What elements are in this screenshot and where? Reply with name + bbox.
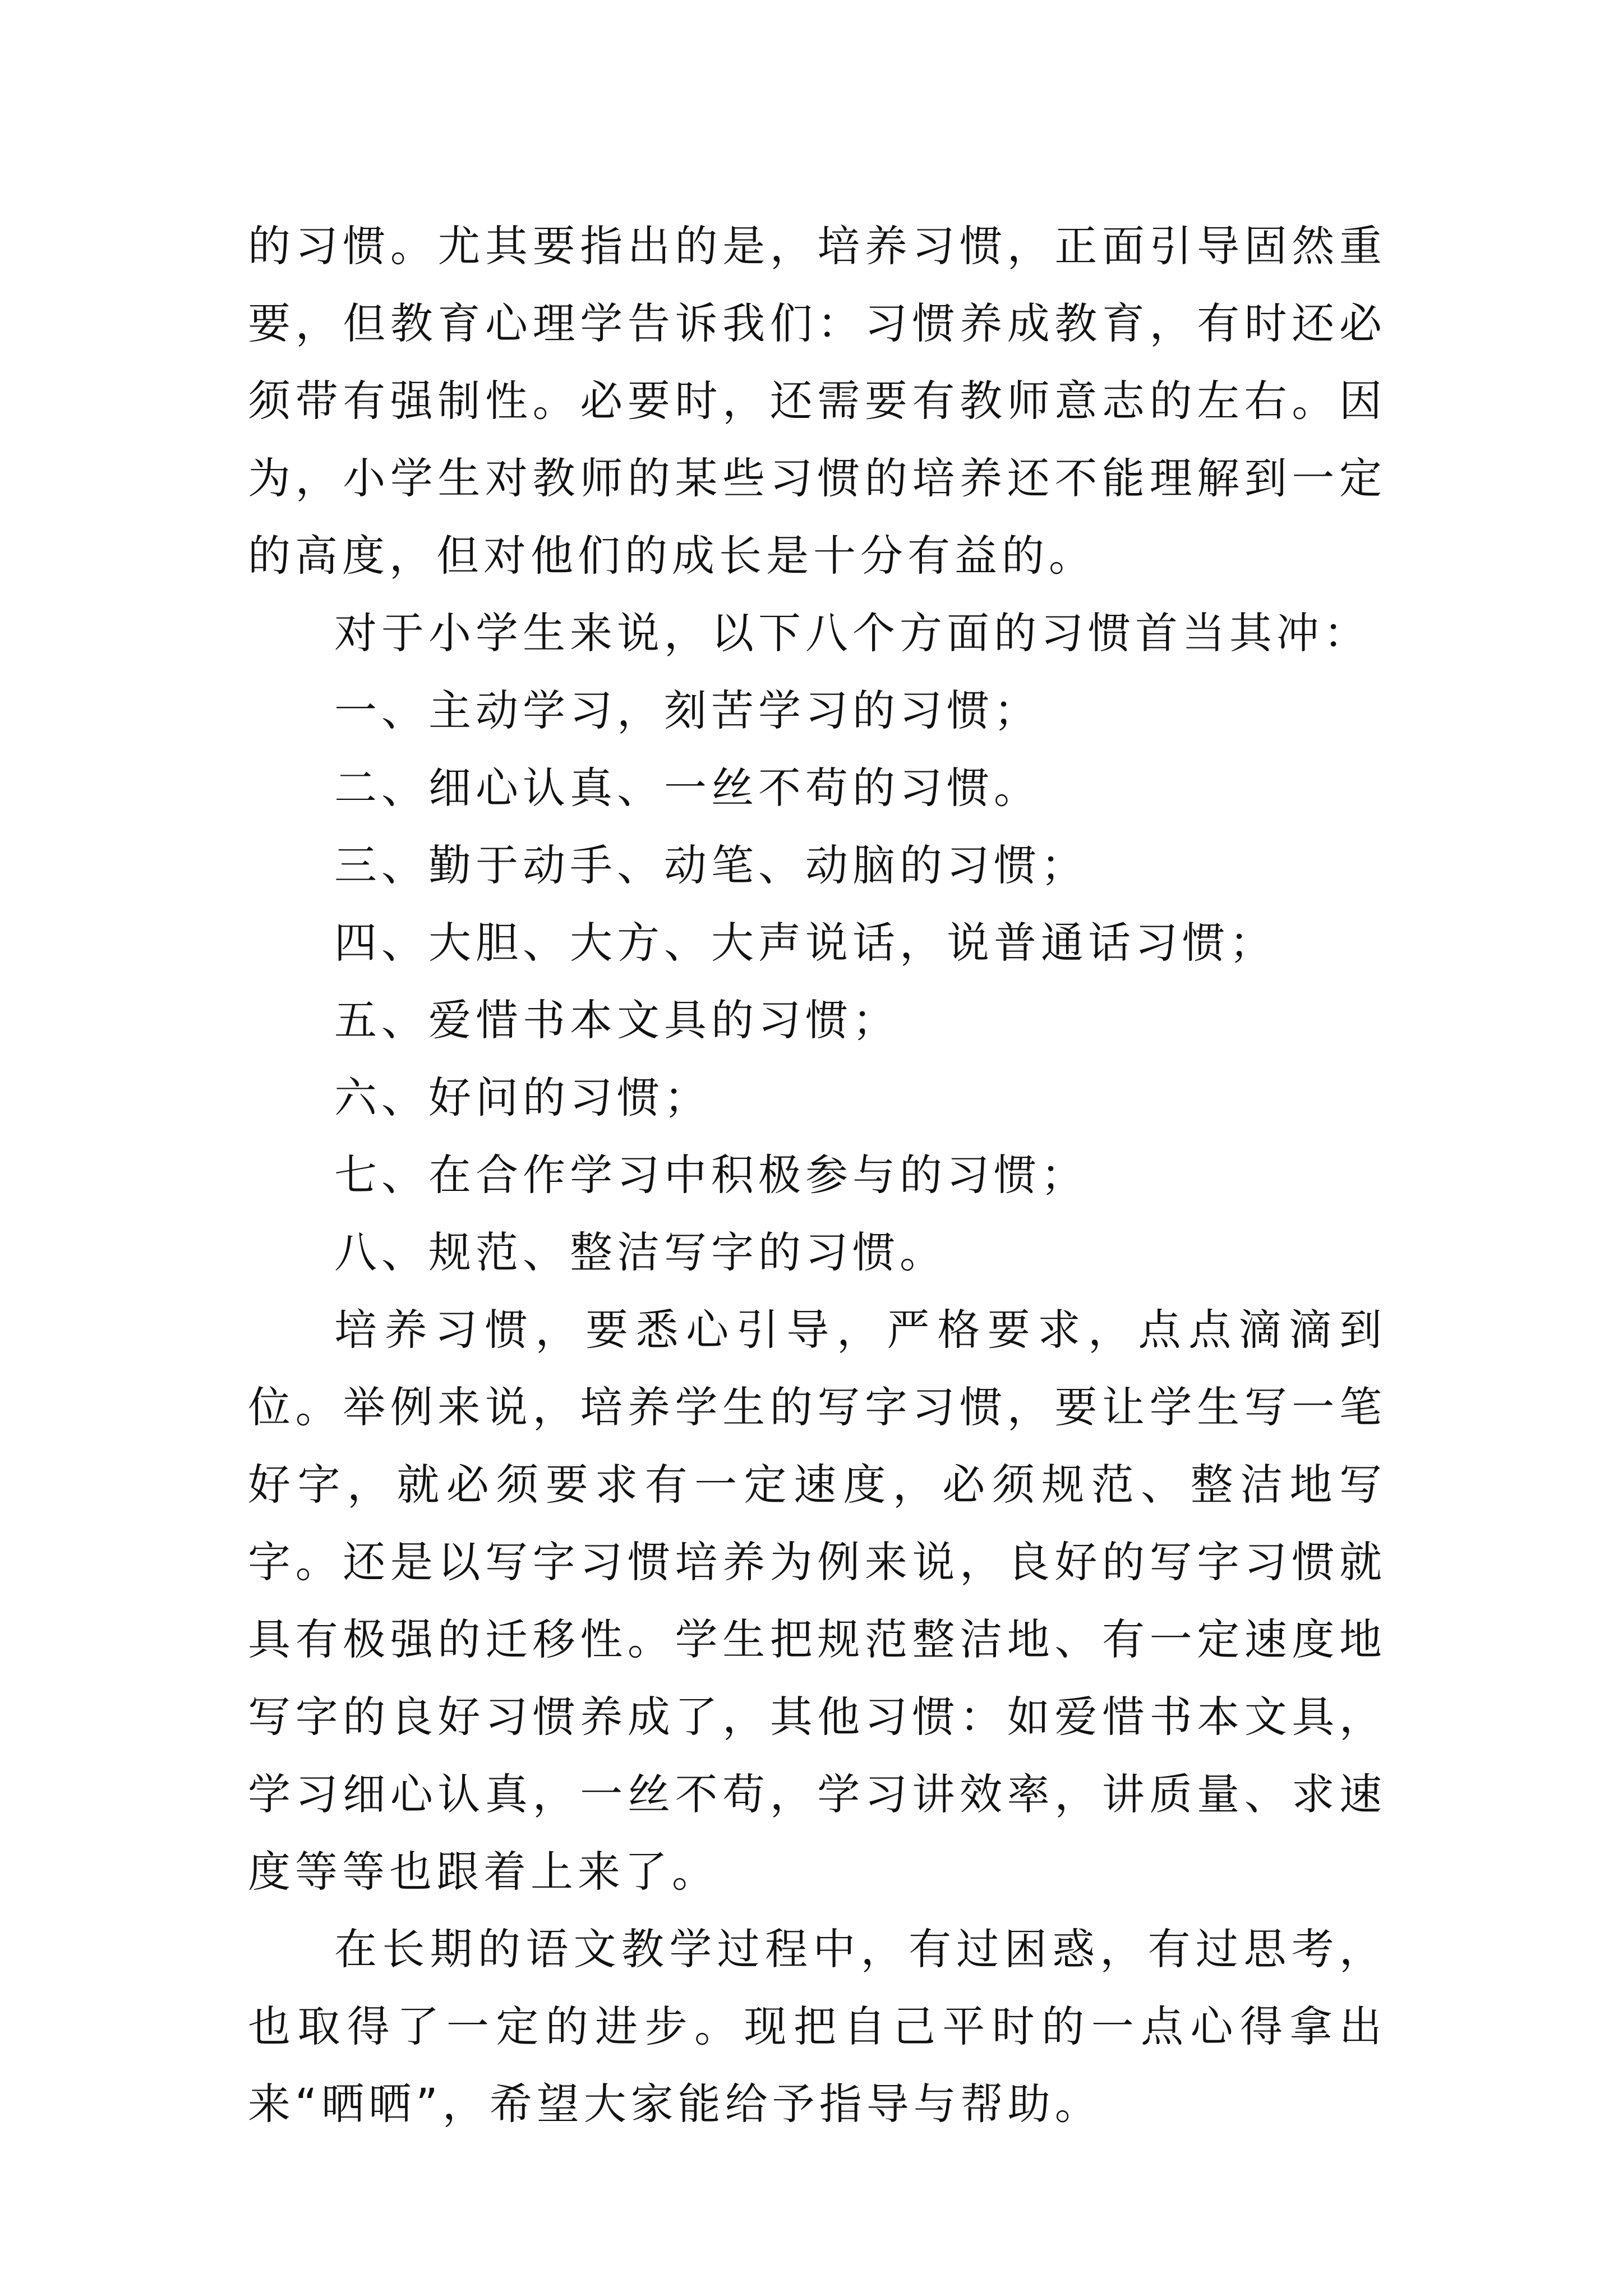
- list-item: 五、爱惜书本文具的习惯；: [334, 995, 900, 1045]
- list-item: 八、规范、整洁写字的习惯。: [334, 1227, 947, 1277]
- list-item: 二、细心认真、一丝不苟的习惯。: [334, 763, 1041, 813]
- list-intro-paragraph: 对于小学生来说，以下八个方面的习惯首当其冲：: [334, 608, 1371, 658]
- list-item: 四、大胆、大方、大声说话，说普通话习惯；: [334, 918, 1276, 968]
- habits-list: [248, 672, 1386, 1291]
- intro-paragraph: 的习惯。尤其要指出的是，培养习惯，正面引导固然重要，但教育心理学告诉我们：习惯养成教育，有时还必须带有强制性。必要时，还需要有教师意志的左右。因为，小学生对教师的某些习惯的培养还不能理解到一定的高度，但对他们的成长是十分有益的。: [248, 221, 1386, 581]
- cultivation-paragraph: 培养习惯，要悉心引导，严格要求，点点滴滴到位。举例来说，培养学生的写字习惯，要让学生写一笔好字，就必须要求有一定速度，必须规范、整洁地写字。还是以写字习惯培养为例来说，良好的写字习惯就具有极强的迁移性。学生把规范整洁地、有一定速度地写字的良好习惯养成了，其他习惯：如爱惜书本文具，学习细心认真，一丝不苟，学习讲效率，讲质量、求速度等等也跟着上来了。: [248, 1305, 1386, 1897]
- list-item: 六、好问的习惯；: [334, 1073, 711, 1122]
- list-item: 三、勤于动手、动笔、动脑的习惯；: [334, 840, 1088, 890]
- list-item: 七、在合作学习中积极参与的习惯；: [334, 1150, 1088, 1200]
- list-item: 一、主动学习，刻苦学习的习惯；: [334, 685, 1041, 735]
- document-body: [248, 208, 1386, 2143]
- closing-paragraph: 在长期的语文教学过程中，有过困惑，有过思考，也取得了一定的进步。现把自己平时的一点心得拿出来“晒晒”，希望大家能给予指导与帮助。: [248, 1924, 1386, 2129]
